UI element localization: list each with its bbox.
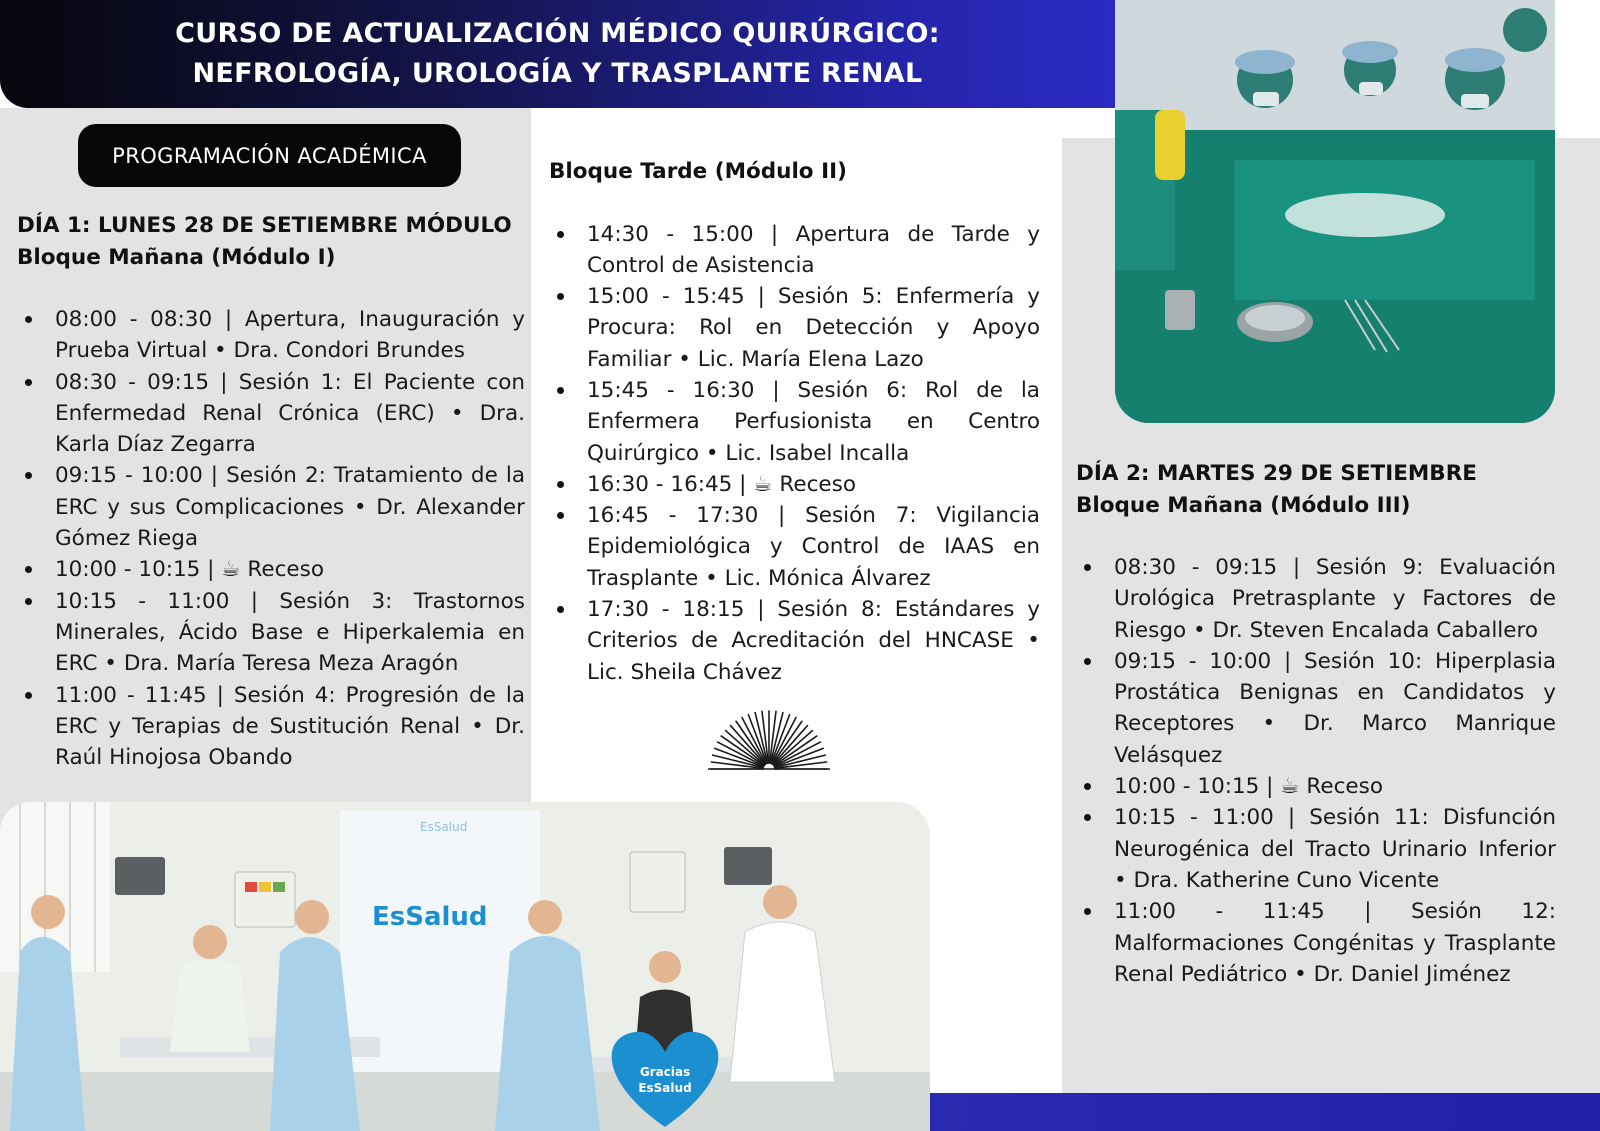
list-item: 10:00 - 10:15 | ☕ Receso bbox=[1076, 771, 1556, 802]
operating-room-illustration bbox=[1115, 0, 1555, 423]
hospital-ward-photo bbox=[0, 802, 930, 1131]
list-item: 08:30 - 09:15 | Sesión 9: Evaluación Urológica Pretrasplante y Factores de Riesgo • Dr. Steven Encalada Caballero bbox=[1076, 552, 1556, 646]
heart-sign-line-2: EsSalud bbox=[638, 1081, 692, 1095]
programacion-academica-label: PROGRAMACIÓN ACADÉMICA bbox=[78, 124, 461, 187]
essalud-watermark: EsSalud bbox=[420, 820, 468, 834]
day1-section bbox=[17, 210, 525, 773]
day1-session-list bbox=[17, 304, 525, 773]
essalud-logo-text: EsSalud bbox=[372, 902, 488, 932]
list-item: 16:45 - 17:30 | Sesión 7: Vigilancia Epidemiológica y Control de IAAS en Trasplante • Lic. Mónica Álvarez bbox=[549, 500, 1040, 594]
list-item: 10:15 - 11:00 | Sesión 11: Disfunción Neurogénica del Tracto Urinario Inferior • Dra. Katherine Cuno Vicente bbox=[1076, 802, 1556, 896]
bottom-accent-bar bbox=[930, 1093, 1600, 1131]
list-item: 16:30 - 16:45 | ☕ Receso bbox=[549, 469, 1040, 500]
afternoon-session-list bbox=[549, 219, 1040, 688]
list-item: 17:30 - 18:15 | Sesión 8: Estándares y Criterios de Acreditación del HNCASE • Lic. Sheila Chávez bbox=[549, 594, 1040, 688]
operating-room-photo bbox=[1115, 0, 1555, 423]
list-item: 11:00 - 11:45 | Sesión 12: Malformaciones Congénitas y Trasplante Renal Pediátrico • Dr. Daniel Jiménez bbox=[1076, 896, 1556, 990]
list-item: 14:30 - 15:00 | Apertura de Tarde y Control de Asistencia bbox=[549, 219, 1040, 282]
heart-sign bbox=[628, 1064, 702, 1096]
list-item: 09:15 - 10:00 | Sesión 2: Tratamiento de la ERC y sus Complicaciones • Dr. Alexander Gómez Riega bbox=[17, 460, 525, 554]
day1-heading: DÍA 1: LUNES 28 DE SETIEMBRE MÓDULO bbox=[17, 213, 512, 238]
list-item: 08:00 - 08:30 | Apertura, Inauguración y Prueba Virtual • Dra. Condori Brundes bbox=[17, 304, 525, 367]
afternoon-section bbox=[549, 156, 1040, 688]
day2-subheading: Bloque Mañana (Módulo III) bbox=[1076, 492, 1411, 518]
title-banner bbox=[0, 0, 1115, 108]
sunburst-ornament bbox=[708, 707, 830, 773]
heart-sign-line-1: Gracias bbox=[639, 1065, 691, 1079]
list-item: 15:45 - 16:30 | Sesión 6: Rol de la Enfermera Perfusionista en Centro Quirúrgico • Lic. Isabel Incalla bbox=[549, 375, 1040, 469]
day2-heading: DÍA 2: MARTES 29 DE SETIEMBRE bbox=[1076, 461, 1477, 486]
title-line-1: CURSO DE ACTUALIZACIÓN MÉDICO QUIRÚRGICO: bbox=[175, 18, 940, 49]
afternoon-heading: Bloque Tarde (Módulo II) bbox=[549, 159, 847, 184]
day1-subheading: Bloque Mañana (Módulo I) bbox=[17, 244, 336, 270]
hospital-ward-illustration bbox=[0, 802, 930, 1131]
list-item: 09:15 - 10:00 | Sesión 10: Hiperplasia Prostática Benignas en Candidatos y Receptores • Dr. Marco Manrique Velásquez bbox=[1076, 646, 1556, 771]
list-item: 10:00 - 10:15 | ☕ Receso bbox=[17, 554, 525, 585]
list-item: 10:15 - 11:00 | Sesión 3: Trastornos Minerales, Ácido Base e Hiperkalemia en ERC • Dra. María Teresa Meza Aragón bbox=[17, 586, 525, 680]
day2-session-list bbox=[1076, 552, 1556, 990]
list-item: 15:00 - 15:45 | Sesión 5: Enfermería y Procura: Rol en Detección y Apoyo Familiar • Lic. María Elena Lazo bbox=[549, 281, 1040, 375]
list-item: 08:30 - 09:15 | Sesión 1: El Paciente con Enfermedad Renal Crónica (ERC) • Dra. Karla Díaz Zegarra bbox=[17, 367, 525, 461]
day2-section bbox=[1076, 458, 1556, 990]
title-line-2: NEFROLOGÍA, UROLOGÍA Y TRASPLANTE RENAL bbox=[192, 58, 923, 89]
list-item: 11:00 - 11:45 | Sesión 4: Progresión de la ERC y Terapias de Sustitución Renal • Dr. Raúl Hinojosa Obando bbox=[17, 680, 525, 774]
